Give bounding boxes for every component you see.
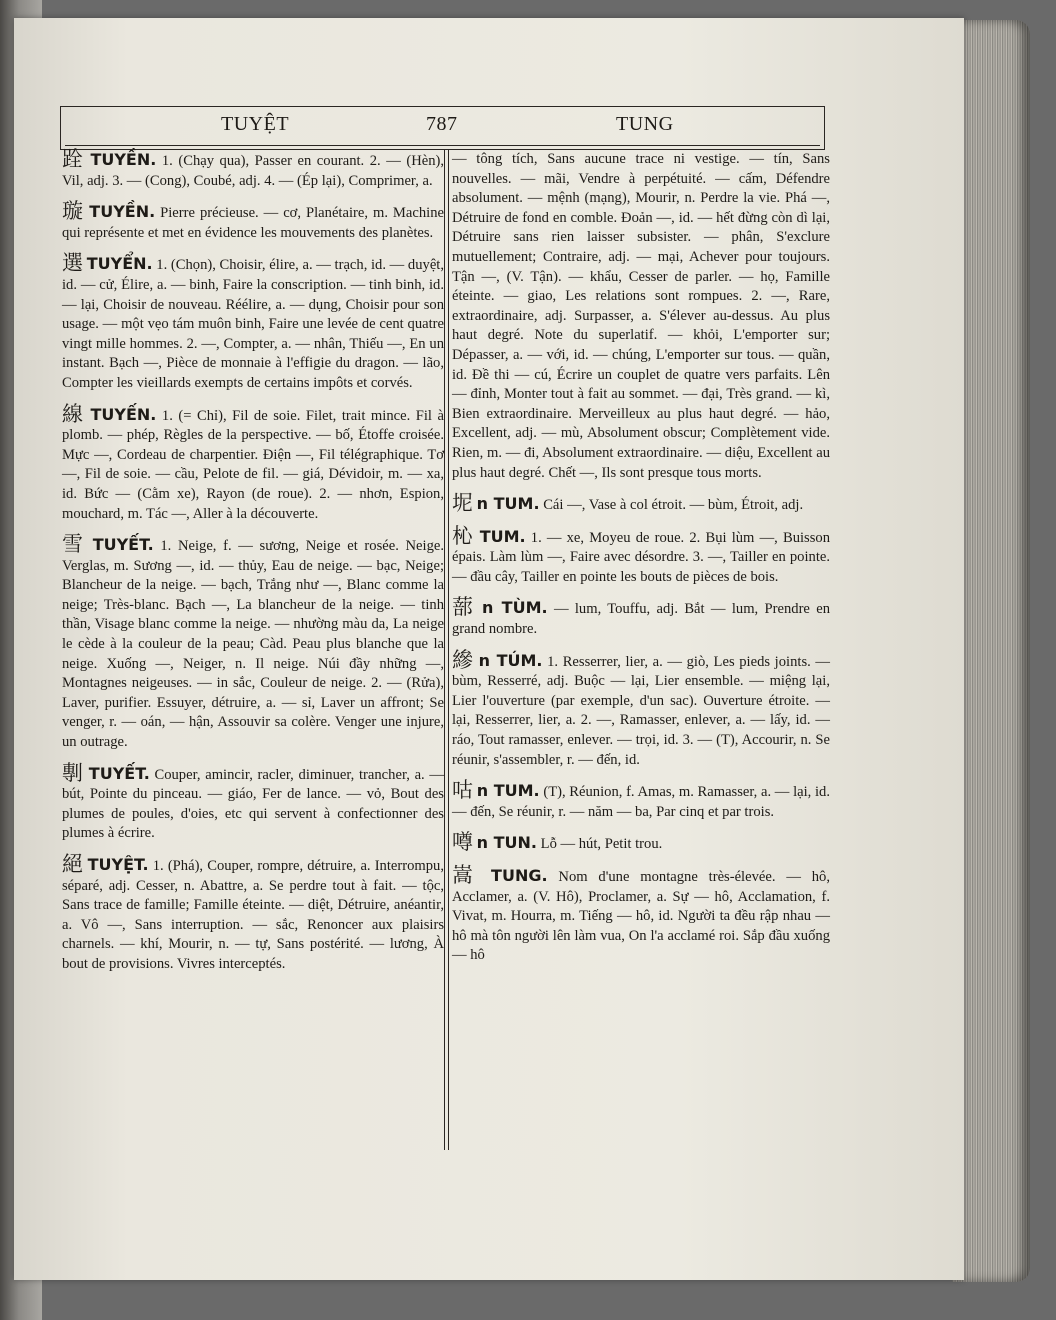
headword: TUNG.	[491, 866, 548, 885]
hanzi-character: 線	[62, 401, 85, 426]
entry-tung	[452, 863, 831, 966]
hanzi-character: 杺	[452, 523, 475, 548]
hanzi-character: 噂	[452, 830, 473, 855]
hanzi-character: 選	[62, 251, 84, 276]
entry-text: — tông tích, Sans aucune trace ni vestige. — tín, Sans nouvelles. — mãi, Vendre à perpétuité. — cấm, Défendre absolument. — mệnh (mạng), Mourir, n. Perdre la vie. Phá —, Détruire de fond en comble. Đoản —, id. — hết đừng còn dì lại, Détruire sans rien laisser subsister. — phân, S'exclure mutuellement; Contraire, adj. — mại, Achever pour toujours. Tận —, (V. Tận). — khẩu, Cesser de parler. — họ, Famille éteinte. — giao, Les relations sont rompues. 2. —, Rare, extraordinaire, adj. Surpasser, a. S'élever au-dessus. Au plus haut degré. Note du superlatif. — khỏi, L'emporter sur; Dépasser, a. — với, id. — chúng, L'emporter sur tous. — quần, id. Đề thi — cú, Écrire un couplet de quatre vers parfaits. Lên — đỉnh, Monter tout à fait au sommet. — đại, Très grand. — kì, Bien extraordinaire. Merveilleux au plus haut degré. — hảo, Excellent, adj. — mù, Absolument obscur; Complètement vide. Rien, m. — đi, Absolument extraordinaire. — diệu, Excellent au plus haut degré. Chết —, Ils sont presque tous morts.	[452, 151, 830, 481]
headword: TUYỆT.	[87, 855, 149, 874]
entry-tuyen-4	[62, 401, 445, 525]
entry-tum-1	[452, 491, 830, 516]
hanzi-character: 蔀	[452, 595, 476, 620]
entry-text: (T), Réunion, f. Amas, m. Ramasser, a. — lại, id. — đến, Se réunir, r. — năm — ba, Par cinq et par trois.	[452, 784, 831, 820]
entry-tun	[452, 830, 830, 855]
entry-text: — lum, Touffu, adj. Bắt — lum, Prendre en grand nombre.	[452, 601, 831, 638]
headword: n TÚM.	[478, 650, 543, 670]
entry-text: Couper, amincir, racler, diminuer, trancher, a. — bút, Pointe du pinceau. — giáo, Fer de lance. — vỏ, Bout des plumes de poules, d'oies, etc qui servent à confectionner des plumes à écrire.	[62, 766, 444, 842]
left-column	[62, 147, 445, 986]
column-divider	[444, 150, 449, 1150]
entry-text: 1. Resserrer, lier, a. — giò, Les pieds joints. — bùm, Resserré, adj. Buộc — lại, Lier ensemble. — miệng lại, Lier l'ouverture (par exemple, d'un sac). Ouverture étroite. — lại, Resserrer, lier, a. 2. —, Ramasser, enlever, a. — lấy, id. — ráo, Tout ramasser, enlever. — trọi, id. 3. — (T), Accourir, n. Se réunir, s'assembler, r. — đến, id.	[452, 653, 830, 768]
entry-tuyen-2	[62, 199, 444, 243]
entry-tum-3	[452, 595, 831, 639]
entry-tuyen-3	[62, 251, 445, 393]
headword: TUYẾT.	[88, 763, 150, 783]
entry-tuyet-3	[62, 852, 444, 975]
entry-text: 1. (= Chỉ), Fil de soie. Filet, trait mince. Fil à plomb. — phép, Règles de la perspective. — bố, Étoffe croisée. Mực —, Cordeau de charpentier. Điện —, Fil télégraphique. Tơ —, Fil de soie. — cầu, Pelote de fil. — giá, Dévidoir, m. — xa, id. Bức — (Cằm xe), Rayon (de roue). 2. — nhơn, Espion, mouchard, m. Tác —, Aller à la découverte.	[62, 407, 445, 522]
dictionary-page	[14, 18, 964, 1280]
headword: TUYỀN.	[90, 150, 157, 169]
headword: TUYẾN.	[90, 404, 157, 424]
running-header	[60, 106, 825, 150]
entry-tuyet-2	[62, 760, 444, 844]
headword: TUYẾT.	[92, 535, 154, 555]
entry-tum-2	[452, 523, 831, 588]
header-left-guide-word: TUYỆT	[221, 113, 290, 135]
headword: TUYỀN.	[89, 202, 156, 222]
entry-tum-4	[452, 647, 830, 771]
headword: n TÙM.	[482, 598, 548, 618]
page-number: 787	[426, 113, 458, 135]
entry-tuyet-1	[62, 532, 445, 753]
hanzi-character: 嵩	[452, 863, 481, 887]
entry-text: Lỗ — hút, Petit trou.	[540, 836, 663, 853]
entry-text: Pierre précieuse. — cơ, Planétaire, m. Machine qui représente et met en évidence les mouvements des planètes.	[62, 205, 444, 241]
entry-tuyen-1	[62, 147, 445, 191]
hanzi-character: 跧	[62, 147, 85, 171]
hanzi-character: 咕	[452, 778, 474, 803]
headword: n TUM.	[476, 781, 540, 801]
entry-text: Cái —, Vase à col étroit. — bùm, Étroit, adj.	[543, 497, 804, 514]
hanzi-character: 坭	[452, 491, 473, 516]
headword: TUM.	[479, 526, 526, 546]
right-column	[452, 150, 830, 977]
header-right-guide-word: TUNG	[616, 113, 674, 135]
hanzi-character: 絕	[62, 852, 84, 876]
headword: n TUM.	[476, 494, 540, 514]
entry-text: 1. (Phá), Couper, rompre, détruire, a. Interrompu, séparé, adj. Cesser, n. Abattre, a. Se perdre tout à fait. — tộc, Sans trace de famille; Famille éteinte. — diệt, Détruire, anéantir, a. Vô —, Sans interruption. — sắc, Renoncer aux plaisirs charnels. — khí, Mourir, n. — tự, Sans postérité. — lương, À bout de provisions. Vivres interceptés.	[62, 858, 444, 972]
entry-text: 1. (Chạy qua), Passer en courant. 2. — (Hèn), Vil, adj. 3. — (Cong), Coubé, adj. 4. — (Ép lại), Comprimer, a.	[62, 153, 445, 189]
entry-tuyet-continued	[452, 150, 830, 483]
hanzi-character: 雪	[62, 532, 87, 557]
hanzi-character: 剸	[62, 760, 85, 785]
headword: n TUN.	[476, 833, 537, 853]
hanzi-character: 璇	[62, 199, 85, 224]
entry-tum-5	[452, 778, 831, 822]
entry-text: 1. — xe, Moyeu de roue. 2. Bụi lùm —, Buisson épais. Làm lùm —, Faire avec désordre. 3. —, Tailler en pointe. — đầu cây, Tailler en pointe les bouts de pièces de bois.	[452, 529, 831, 585]
hanzi-character: 縿	[452, 647, 474, 672]
entry-text: Nom d'une montagne très-élevée. — hô, Acclamer, a. (V. Hô), Proclamer, a. Sự — hô, Acclamation, f. Vivat, m. Hourra, m. Tiếng — hô, id. Người ta đều rập nhau — hô mà tôn người lên làm vua, On l'a acclamé roi. Sắp đầu xuống — hô	[452, 869, 831, 964]
entry-text: 1. (Chọn), Choisir, élire, a. — trạch, id. — duyệt, id. — cử, Élire, a. — binh, Faire la conscription. — tinh binh, id. — lại, Choisir de nouveau. Réélire, a. — dụng, Choisir pour son usage. — một vẹo tám muôn binh, Faire une levée de cent quatre vingt mille hommes. 2. —, Compter, a. — nhân, Thiếu —, En un instant. Bạch —, Pièce de monnaie à l'effigie du dragon. — lão, Compter les vieillards exempts de certains impôts et corvés.	[62, 257, 445, 391]
entry-text: 1. Neige, f. — sương, Neige et rosée. Neige. Verglas, m. Sương —, id. — thủy, Eau de neige. — bạc, Neige; Blancheur de la neige. — bạch, Trắng như —, Blanc comme la neige; Très-blanc. Bạch —, La blancheur de la neige. — tinh thần, Visage blanc comme la neige. — nhường màu da, La neige le cède à la couleur de la peau; Càd. Peau plus blanche que la neige. Xuống —, Neiger, n. Il neige. Núi đầy những —, Montagnes neigeuses. — in sắc, Couleur de neige. 2. — (Rửa), Laver, purifier. Essuyer, détruire, a. — sỉ, Laver un affront; Se venger, r. — oán, — hận, Assouvir sa colère. Venger une injure, un outrage.	[62, 538, 445, 751]
headword: TUYỂN.	[86, 254, 153, 274]
